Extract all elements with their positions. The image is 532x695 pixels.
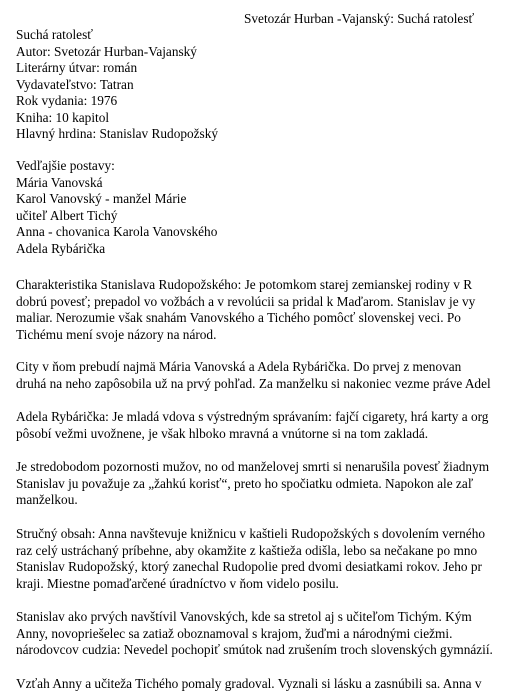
secondary-characters xyxy=(16,158,217,257)
text-line: Vzťah Anny a učiteža Tichého pomaly gradoval. Vyznali si lásku a zasnúbili sa. Anna v xyxy=(16,676,482,691)
year-line: Rok vydania: 1976 xyxy=(16,93,118,108)
text-line: Stanislav ako prvých navštívil Vanovských, kde sa stretol aj s učiteľom Tichým. Kým xyxy=(16,609,472,624)
text-line: národovcov cudzia: Nevedel pochopiť smútok nad zrušením troch slovenských gymnázií. xyxy=(16,642,493,657)
text-line: Adela Rybárička: Je mladá vdova s výstredným správaním: fajčí cigarety, hrá karty a org xyxy=(16,409,489,424)
text-line: druhá na neho zapôsobila už na prvý pohľad. Za manželku si nakoniec vezme práve Adel xyxy=(16,375,491,391)
paragraph-visit xyxy=(16,609,532,659)
text-line: Charakteristika Stanislava Rudopožského: Je potomkom starej zemianskej rodiny v R xyxy=(16,277,473,292)
characters-heading: Vedľajšie postavy: xyxy=(16,158,115,173)
paragraph-relationship xyxy=(16,676,532,693)
page-header: Svetozár Hurban -Vajanský: Suchá ratolesť xyxy=(244,11,475,26)
text-line: Anny, novopriešelec sa zatiaž oboznamoval s krajom, žuďmi a národnými ciežmi. xyxy=(16,625,453,641)
text-line: City v ňom prebudí najmä Mária Vanovská a Adela Rybárička. Do prvej z menovan xyxy=(16,359,462,374)
main-character-line: Hlavný hrdina: Stanislav Rudopožský xyxy=(16,126,219,141)
book-title: Suchá ratolesť xyxy=(16,27,93,42)
text-line: Stanislav Rudopožský, ktorý zanechal Rudopolie pred dvomi desiatkami rokov. Jeho pr xyxy=(16,559,482,574)
book-metadata xyxy=(16,27,218,143)
chapters-line: Kniha: 10 kapitol xyxy=(16,109,110,125)
publisher-line: Vydavateľstvo: Tatran xyxy=(16,76,134,92)
author-line: Autor: Svetozár Hurban-Vajanský xyxy=(16,43,197,59)
character-item: učiteľ Albert Tichý xyxy=(16,207,118,223)
text-line: maliar. Nerozumie však snahám Vanovského a Tichého pomôcť slovenskej veci. Po xyxy=(16,310,461,325)
text-line: manželkou. xyxy=(16,492,78,507)
paragraph-summary xyxy=(16,526,532,592)
literary-form-line: Literárny útvar: román xyxy=(16,60,138,75)
text-line: Stručný obsah: Anna navštevuje knižnicu v kaštieli Rudopožských s dovolením verného xyxy=(16,526,486,541)
character-item: Mária Vanovská xyxy=(16,174,103,190)
text-line: raz celý ustráchaný príbehne, aby okamžite z kaštieža odišla, lebo sa nečakane po mno xyxy=(16,542,478,558)
text-line: kraji. Miestne pomaďarčené úradníctvo v ňom videlo posilu. xyxy=(16,575,339,591)
text-line: dobrú povesť; prepadol vo vožbách a v revolúcii sa pridal k Maďarom. Stanislav je vy xyxy=(16,293,476,309)
character-item: Adela Rybárička xyxy=(16,240,106,256)
paragraph-adela xyxy=(16,409,532,442)
text-line: Stanislav ju považuje za „žahkú korisť“, preto ho spočiatku odmieta. Napokon ale zaľ xyxy=(16,475,474,491)
text-line: pôsobí vežmi uvožnene, je však hlboko mravná a vnútorne si na tom zakladá. xyxy=(16,425,429,441)
paragraph-attention xyxy=(16,459,532,509)
paragraph-characterization xyxy=(16,277,532,343)
character-item: Anna - chovanica Karola Vanovského xyxy=(16,224,218,239)
text-line: Je stredobodom pozornosti mužov, no od manželovej smrti si nenarušila povesť žiadnym xyxy=(16,459,490,474)
text-line: Tichému mení svoje názory na národ. xyxy=(16,326,217,342)
character-item: Karol Vanovský - manžel Márie xyxy=(16,191,187,206)
paragraph-feelings xyxy=(16,359,532,392)
